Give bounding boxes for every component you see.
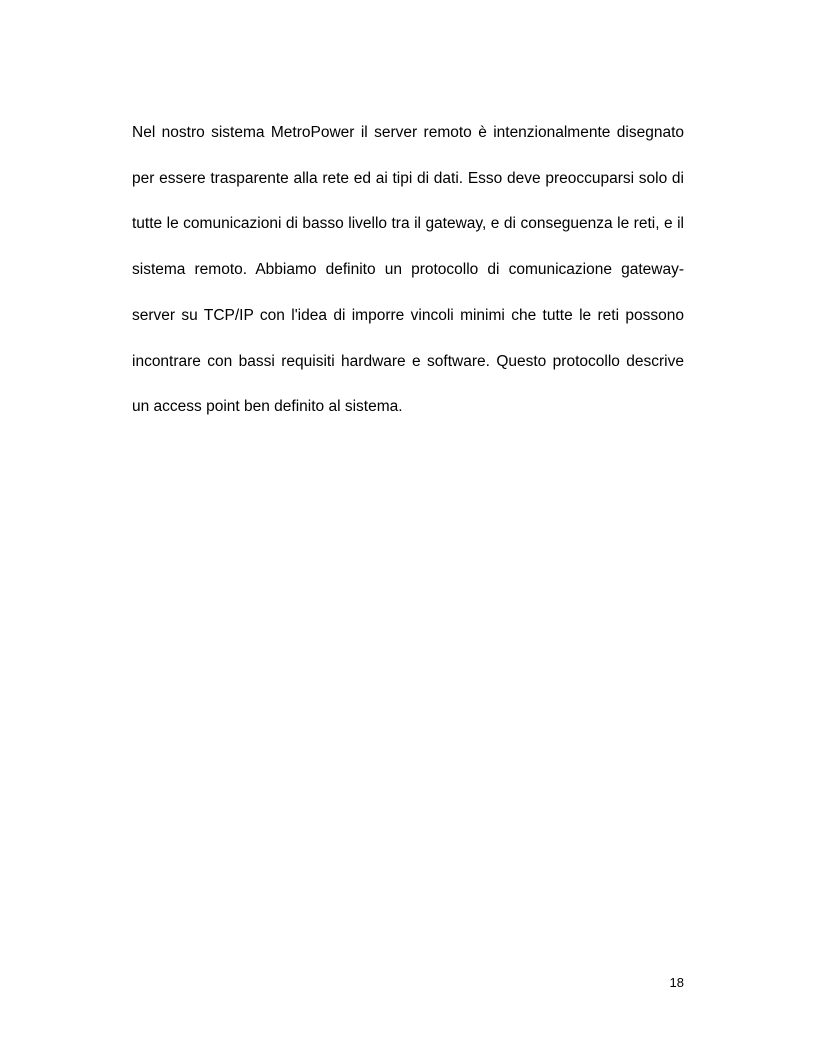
body-paragraph: Nel nostro sistema MetroPower il server remoto è intenzionalmente disegnato per essere trasparente alla rete ed ai tipi di dati. Esso deve preoccuparsi solo di tutte le comunicazioni di basso livello tra il gateway, e di conseguenza le reti, e il sistema remoto. Abbiamo definito un protocollo di comunicazione gateway-server su TCP/IP con l'idea di imporre vincoli minimi che tutte le reti possono incontrare con bassi requisiti hardware e software. Questo protocollo descrive un access point ben definito al sistema. [132, 124, 684, 416]
page-number: 18 [669, 975, 684, 990]
